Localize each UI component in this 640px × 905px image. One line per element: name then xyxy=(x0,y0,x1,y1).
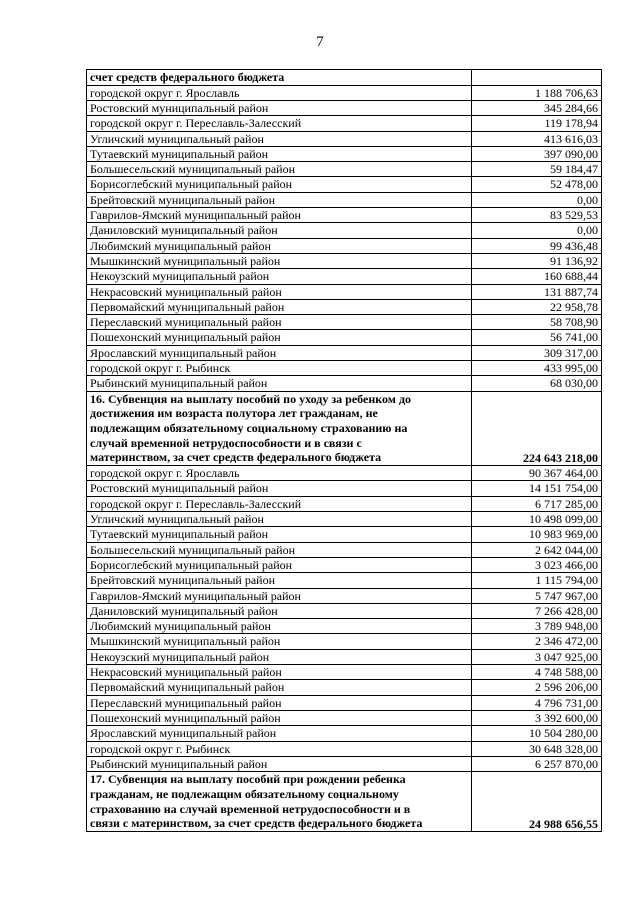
subsidy-amount: 90 367 464,00 xyxy=(472,466,602,481)
municipality-name: городской округ г. Переславль-Залесский xyxy=(87,116,472,131)
section-17-title xyxy=(87,772,472,832)
subsidy-amount: 397 090,00 xyxy=(472,146,602,161)
municipality-name: Пошехонский муниципальный район xyxy=(87,330,472,345)
municipality-name: Гаврилов-Ямский муниципальный район xyxy=(87,208,472,223)
municipality-name: Брейтовский муниципальный район xyxy=(87,573,472,588)
table-row xyxy=(87,223,602,238)
section-17-title-line: гражданам, не подлежащим обязательному социальному xyxy=(90,786,399,801)
municipality-name: Даниловский муниципальный район xyxy=(87,603,472,618)
section-16-title-line: 16. Субвенция на выплату пособий по уходу за ребенком до xyxy=(90,391,412,406)
table-row xyxy=(87,361,602,376)
table-row xyxy=(87,376,602,391)
subsidy-amount: 6 717 285,00 xyxy=(472,496,602,511)
municipality-name: Рыбинский муниципальный район xyxy=(87,756,472,771)
section-16-header-row xyxy=(87,391,602,466)
municipality-name: Любимский муниципальный район xyxy=(87,619,472,634)
subsidy-table xyxy=(86,69,602,832)
table-row xyxy=(87,299,602,314)
subsidy-amount: 2 642 044,00 xyxy=(472,542,602,557)
municipality-name: Угличский муниципальный район xyxy=(87,131,472,146)
table-row xyxy=(87,603,602,618)
section-16-title-line: подлежащим обязательному социальному страхованию на xyxy=(90,421,408,436)
section-16-title-line: материнством, за счет средств федерального бюджета xyxy=(90,450,382,465)
section-16-title-line: достижения им возраста полутора лет гражданам, не xyxy=(90,406,378,421)
subsidy-amount: 0,00 xyxy=(472,223,602,238)
municipality-name: Некоузский муниципальный район xyxy=(87,649,472,664)
subsidy-amount: 309 317,00 xyxy=(472,345,602,360)
municipality-name: городской округ г. Переславль-Залесский xyxy=(87,496,472,511)
subsidy-amount: 1 188 706,63 xyxy=(472,85,602,100)
subsidy-amount: 0,00 xyxy=(472,192,602,207)
table-row xyxy=(87,284,602,299)
table-row xyxy=(87,726,602,741)
subsidy-amount: 14 151 754,00 xyxy=(472,481,602,496)
table-row xyxy=(87,146,602,161)
page-number: 7 xyxy=(316,34,324,50)
table-row xyxy=(87,116,602,131)
subsidy-amount: 3 789 948,00 xyxy=(472,619,602,634)
municipality-name: Ростовский муниципальный район xyxy=(87,481,472,496)
subsidy-amount: 10 983 969,00 xyxy=(472,527,602,542)
subsidy-table-body xyxy=(87,70,602,832)
subsidy-amount: 119 178,94 xyxy=(472,116,602,131)
subsidy-amount: 5 747 967,00 xyxy=(472,588,602,603)
subsidy-amount: 58 708,90 xyxy=(472,315,602,330)
continued-section-header-row xyxy=(87,70,602,86)
municipality-name: Ярославский муниципальный район xyxy=(87,726,472,741)
municipality-name: Тутаевский муниципальный район xyxy=(87,146,472,161)
table-row xyxy=(87,512,602,527)
table-row xyxy=(87,101,602,116)
subsidy-amount: 10 504 280,00 xyxy=(472,726,602,741)
municipality-name: городской округ г. Рыбинск xyxy=(87,361,472,376)
table-row xyxy=(87,741,602,756)
subsidy-amount: 10 498 099,00 xyxy=(472,512,602,527)
subsidy-amount: 83 529,53 xyxy=(472,208,602,223)
table-row xyxy=(87,330,602,345)
subsidy-amount: 131 887,74 xyxy=(472,284,602,299)
table-row xyxy=(87,619,602,634)
municipality-name: Некрасовский муниципальный район xyxy=(87,284,472,299)
municipality-name: Переславский муниципальный район xyxy=(87,315,472,330)
table-row xyxy=(87,680,602,695)
subsidy-amount: 3 047 925,00 xyxy=(472,649,602,664)
table-row xyxy=(87,315,602,330)
section-16-title-line: случай временной нетрудоспособности и в связи с xyxy=(90,435,362,450)
municipality-name: Мышкинский муниципальный район xyxy=(87,253,472,268)
table-row xyxy=(87,542,602,557)
table-row xyxy=(87,634,602,649)
section-16-title xyxy=(87,391,472,466)
subsidy-amount: 433 995,00 xyxy=(472,361,602,376)
municipality-name: Рыбинский муниципальный район xyxy=(87,376,472,391)
subsidy-amount: 6 257 870,00 xyxy=(472,756,602,771)
subsidy-amount: 99 436,48 xyxy=(472,238,602,253)
section-17-header-row xyxy=(87,772,602,832)
subsidy-amount: 2 346 472,00 xyxy=(472,634,602,649)
subsidy-amount: 3 392 600,00 xyxy=(472,710,602,725)
table-row xyxy=(87,85,602,100)
table-row xyxy=(87,466,602,481)
subsidy-amount: 56 741,00 xyxy=(472,330,602,345)
table-row xyxy=(87,573,602,588)
table-row xyxy=(87,710,602,725)
subsidy-amount: 30 648 328,00 xyxy=(472,741,602,756)
municipality-name: Некрасовский муниципальный район xyxy=(87,665,472,680)
municipality-name: Первомайский муниципальный район xyxy=(87,680,472,695)
table-row xyxy=(87,588,602,603)
table-row xyxy=(87,238,602,253)
municipality-name: Брейтовский муниципальный район xyxy=(87,192,472,207)
table-row xyxy=(87,649,602,664)
municipality-name: Пошехонский муниципальный район xyxy=(87,710,472,725)
municipality-name: Даниловский муниципальный район xyxy=(87,223,472,238)
municipality-name: Ростовский муниципальный район xyxy=(87,101,472,116)
table-row xyxy=(87,131,602,146)
table-row xyxy=(87,208,602,223)
subsidy-amount: 4 796 731,00 xyxy=(472,695,602,710)
continued-section-total xyxy=(472,70,602,86)
municipality-name: Переславский муниципальный район xyxy=(87,695,472,710)
subsidy-amount: 4 748 588,00 xyxy=(472,665,602,680)
table-row xyxy=(87,253,602,268)
table-row xyxy=(87,162,602,177)
subsidy-amount: 68 030,00 xyxy=(472,376,602,391)
municipality-name: Тутаевский муниципальный район xyxy=(87,527,472,542)
municipality-name: Гаврилов-Ямский муниципальный район xyxy=(87,588,472,603)
table-row xyxy=(87,665,602,680)
municipality-name: Мышкинский муниципальный район xyxy=(87,634,472,649)
subsidy-amount: 2 596 206,00 xyxy=(472,680,602,695)
section-17-title-line: страхованию на случай временной нетрудоспособности и в xyxy=(90,801,411,816)
municipality-name: Угличский муниципальный район xyxy=(87,512,472,527)
table-row xyxy=(87,527,602,542)
table-row xyxy=(87,345,602,360)
section-17-total: 24 988 656,55 xyxy=(472,772,602,832)
subsidy-amount: 3 023 466,00 xyxy=(472,557,602,572)
table-row xyxy=(87,177,602,192)
municipality-name: Некоузский муниципальный район xyxy=(87,269,472,284)
subsidy-amount: 59 184,47 xyxy=(472,162,602,177)
municipality-name: Борисоглебский муниципальный район xyxy=(87,177,472,192)
municipality-name: Любимский муниципальный район xyxy=(87,238,472,253)
table-row xyxy=(87,756,602,771)
table-row xyxy=(87,192,602,207)
municipality-name: Первомайский муниципальный район xyxy=(87,299,472,314)
subsidy-amount: 7 266 428,00 xyxy=(472,603,602,618)
municipality-name: Большесельский муниципальный район xyxy=(87,542,472,557)
subsidy-amount: 52 478,00 xyxy=(472,177,602,192)
table-row xyxy=(87,481,602,496)
subsidy-amount: 160 688,44 xyxy=(472,269,602,284)
municipality-name: городской округ г. Рыбинск xyxy=(87,741,472,756)
table-row xyxy=(87,695,602,710)
subsidy-amount: 345 284,66 xyxy=(472,101,602,116)
municipality-name: Ярославский муниципальный район xyxy=(87,345,472,360)
table-row xyxy=(87,557,602,572)
subsidy-amount: 91 136,92 xyxy=(472,253,602,268)
section-17-title-line: 17. Субвенция на выплату пособий при рождении ребенка xyxy=(90,772,406,787)
section-17-title-line: связи с материнством, за счет средств федерального бюджета xyxy=(90,816,423,831)
municipality-name: городской округ г. Ярославль xyxy=(87,466,472,481)
table-row xyxy=(87,496,602,511)
municipality-name: Борисоглебский муниципальный район xyxy=(87,557,472,572)
subsidy-amount: 22 958,78 xyxy=(472,299,602,314)
municipality-name: городской округ г. Ярославль xyxy=(87,85,472,100)
subsidy-amount: 413 616,03 xyxy=(472,131,602,146)
municipality-name: Большесельский муниципальный район xyxy=(87,162,472,177)
subsidy-amount: 1 115 794,00 xyxy=(472,573,602,588)
section-16-total: 224 643 218,00 xyxy=(472,391,602,466)
table-row xyxy=(87,269,602,284)
continued-section-title: счет средств федерального бюджета xyxy=(87,70,472,86)
